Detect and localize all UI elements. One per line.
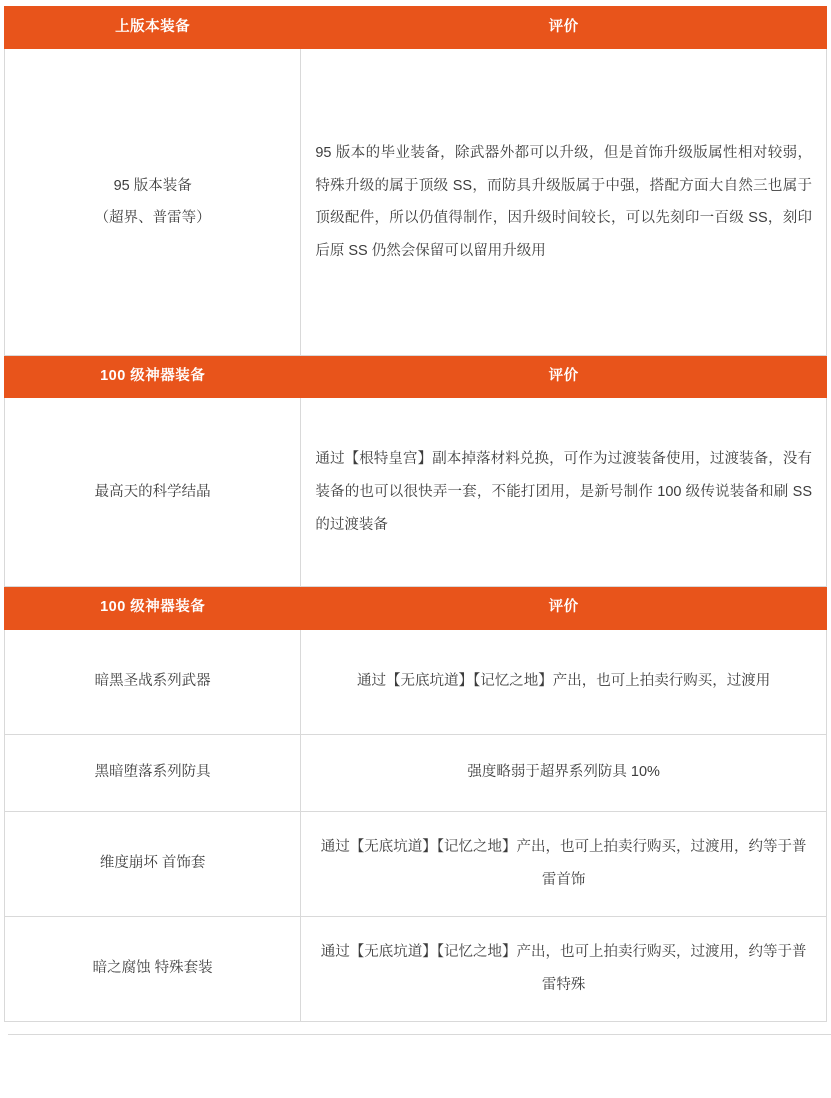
- equipment-description-cell: 通过【无底坑道】【记忆之地】产出，也可上拍卖行购买，过渡用: [301, 629, 827, 734]
- table-row: [5, 916, 827, 1021]
- table-header-row: [5, 356, 827, 398]
- equipment-name-main: 黑暗堕落系列防具: [94, 764, 211, 781]
- equipment-name-cell: [5, 398, 301, 587]
- equipment-table: [4, 6, 827, 1022]
- equipment-name-main: 最高天的科学结晶: [94, 484, 211, 501]
- header-rating: 评价: [301, 587, 827, 629]
- table-row: [5, 629, 827, 734]
- header-equipment-name: 100 级神器装备: [5, 587, 301, 629]
- header-rating: 评价: [301, 7, 827, 49]
- table-header-row: [5, 587, 827, 629]
- equipment-description-cell: 95 版本的毕业装备，除武器外都可以升级，但是首饰升级版属性相对较弱，特殊升级的属于顶级 SS，而防具升级版属于中强，搭配方面大自然三也属于顶级配件，所以仍值得制作，因升级时间较长，可以先刻印一百级 SS，刻印后原 SS 仍然会保留可以留用升级用: [301, 49, 827, 356]
- table-header-row: [5, 7, 827, 49]
- equipment-name-main: 95 版本装备: [113, 177, 192, 194]
- equipment-description-cell: 通过【无底坑道】【记忆之地】产出，也可上拍卖行购买，过渡用，约等于普雷首饰: [301, 811, 827, 916]
- table-row: [5, 398, 827, 587]
- equipment-name-main: 暗黑圣战系列武器: [94, 673, 211, 690]
- equipment-name-cell: [5, 49, 301, 356]
- equipment-description-cell: 通过【根特皇宫】副本掉落材料兑换，可作为过渡装备使用，过渡装备，没有装备的也可以很快弄一套，不能打团用，是新号制作 100 级传说装备和刷 SS 的过渡装备: [301, 398, 827, 587]
- equipment-name-sub: （超界、普雷等）: [94, 210, 211, 227]
- equipment-name-cell: [5, 916, 301, 1021]
- equipment-description-cell: 强度略弱于超界系列防具 10%: [301, 734, 827, 811]
- equipment-name-cell: [5, 811, 301, 916]
- equipment-name-cell: [5, 629, 301, 734]
- equipment-name-main: 维度崩坏 首饰套: [99, 855, 206, 872]
- equipment-description-cell: 通过【无底坑道】【记忆之地】产出，也可上拍卖行购买，过渡用，约等于普雷特殊: [301, 916, 827, 1021]
- page-bottom-divider: [8, 1034, 831, 1035]
- header-equipment-name: 100 级神器装备: [5, 356, 301, 398]
- header-rating: 评价: [301, 356, 827, 398]
- equipment-name-main: 暗之腐蚀 特殊套装: [92, 960, 213, 977]
- table-row: [5, 734, 827, 811]
- header-equipment-name: 上版本装备: [5, 7, 301, 49]
- equipment-name-cell: [5, 734, 301, 811]
- table-row: [5, 49, 827, 356]
- table-row: [5, 811, 827, 916]
